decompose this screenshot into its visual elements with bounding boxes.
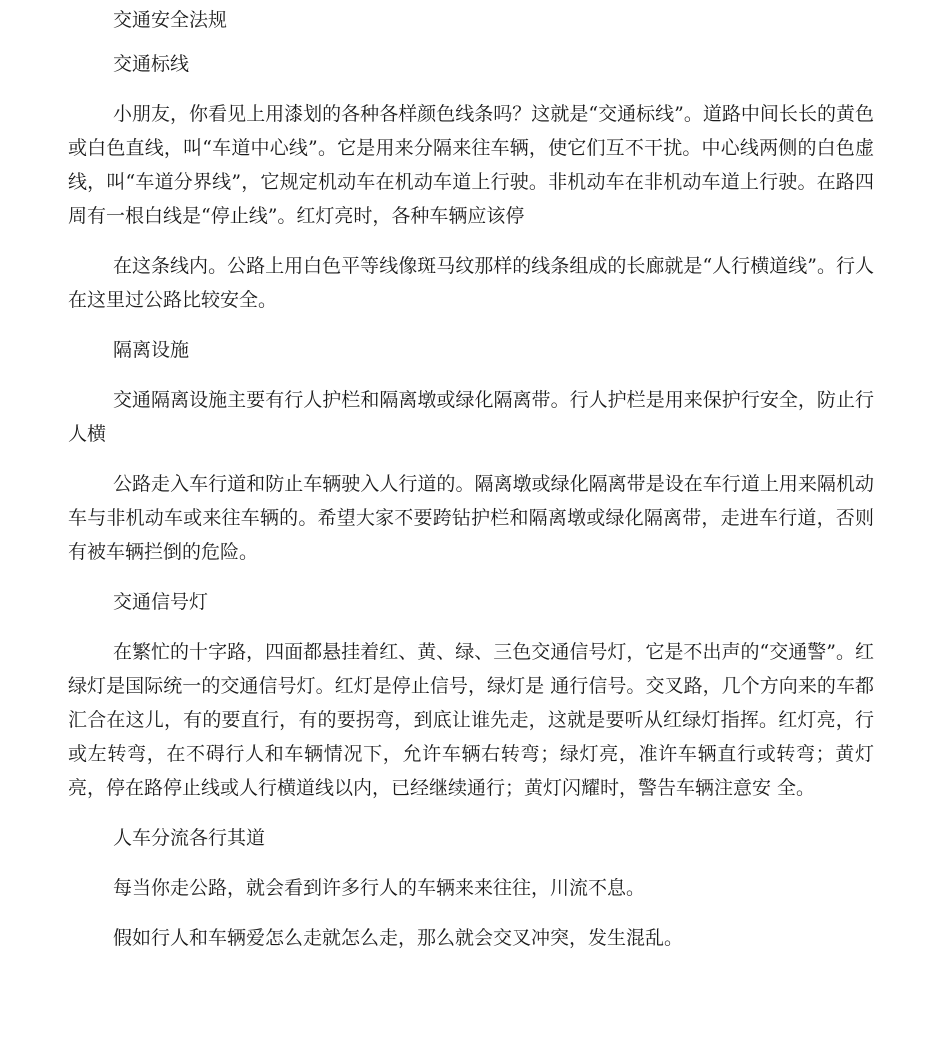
- document-page: [68, 0, 874, 955]
- paragraph-isolation-facilities-1: 交通隔离设施主要有行人护栏和隔离墩或绿化隔离带。行人护栏是用来保护行安全，防止行人横: [68, 389, 874, 445]
- section-heading-traffic-markings: 交通标线: [113, 53, 190, 75]
- section-heading-isolation-facilities: 隔离设施: [113, 339, 190, 361]
- paragraph-separate-lanes-2: 假如行人和车辆爱怎么走就怎么走，那么就会交叉冲突，发生混乱。: [113, 927, 684, 949]
- paragraph-separate-lanes-1: 每当你走公路，就会看到许多行人的车辆来来往往，川流不息。: [113, 877, 646, 899]
- document-title: 交通安全法规: [113, 9, 228, 31]
- paragraph-traffic-markings-1: 小朋友，你看见上用漆划的各种各样颜色线条吗？这就是“交通标线”。道路中间长长的黄色或白色直线，叫“车道中心线”。它是用来分隔来往车辆，使它们互不干扰。中心线两侧的白色虚线，叫“车道分界线”，它规定机动车在机动车道上行驶。非机动车在非机动车道上行驶。在路四周有一根白线是“停止线”。红灯亮时，各种车辆应该停: [68, 103, 874, 227]
- section-heading-traffic-lights: 交通信号灯: [113, 591, 209, 613]
- paragraph-isolation-facilities-2: 公路走入车行道和防止车辆驶入人行道的。隔离墩或绿化隔离带是设在车行道上用来隔机动车与非机动车或来往车辆的。希望大家不要跨钻护栏和隔离墩或绿化隔离带，走进车行道，否则有被车辆拦倒的危险。: [68, 473, 874, 563]
- paragraph-traffic-lights: 在繁忙的十字路，四面都悬挂着红、黄、绿、三色交通信号灯，它是不出声的“交通警”。红绿灯是国际统一的交通信号灯。红灯是停止信号，绿灯是 通行信号。交叉路，几个方向来的车都汇合在这儿，有的要直行，有的要拐弯，到底让谁先走，这就是要听从红绿灯指挥。红灯亮，行或左转弯，在不碍行人和车辆情况下，允许车辆右转弯；绿灯亮，准许车辆直行或转弯；黄灯亮，停在路停止线或人行横道线以内，已经继续通行；黄灯闪耀时，警告车辆注意安 全。: [68, 641, 874, 799]
- paragraph-traffic-markings-2: 在这条线内。公路上用白色平等线像斑马纹那样的线条组成的长廊就是“人行横道线”。行人在这里过公路比较安全。: [68, 255, 874, 311]
- section-heading-separate-lanes: 人车分流各行其道: [113, 827, 266, 849]
